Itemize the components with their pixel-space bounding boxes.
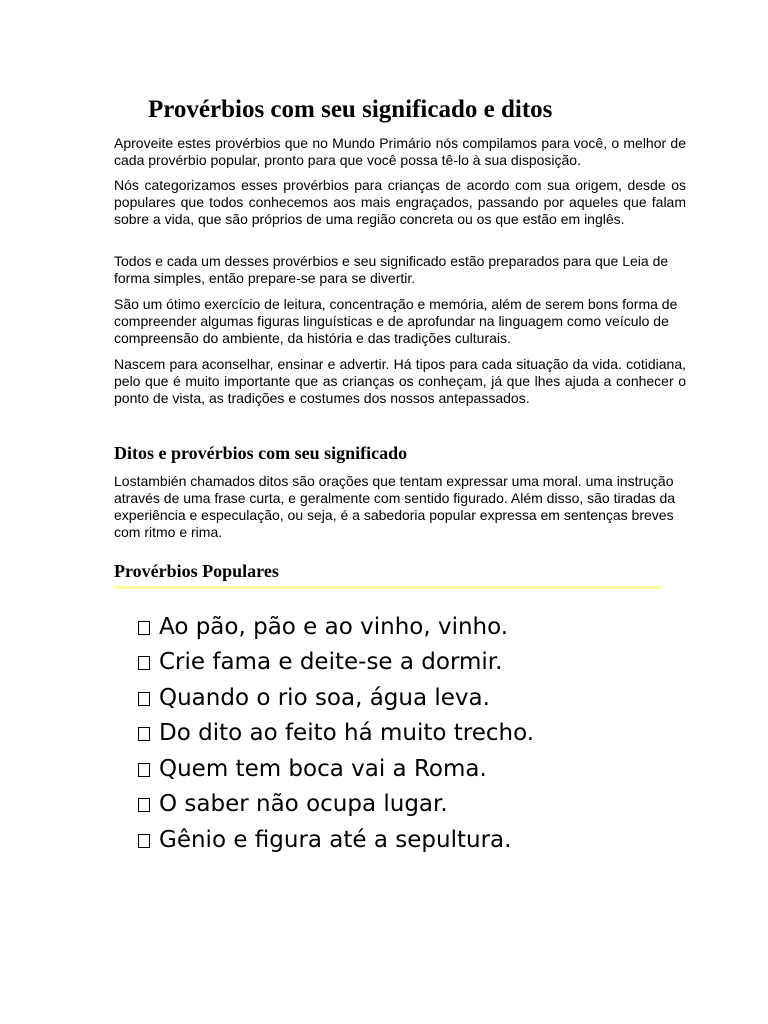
document-title: Provérbios com seu significado e ditos [148,96,553,123]
intro-paragraph-5: Nascem para aconselhar, ensinar e advertir. Há tipos para cada situação da vida. cotidiana, pelo que é muito importante que as crianças os conheçam, já que lhes ajuda a conhecer o ponto de vista, as tradições e costumes dos nossos antepassados. [114,356,686,406]
section-ditos-paragraph: Lostambién chamados ditos são orações que tentam expressar uma moral. uma instrução através de uma frase curta, e geralmente com sentido figurado. Além disso, são tiradas da experiência e especulação, ou seja, é a sabedoria popular expressa em sentenças breves com ritmo e rima. [114,473,676,540]
checkbox-bullet-icon [138,656,150,670]
section-ditos-heading: Ditos e provérbios com seu significado [114,443,408,463]
list-item [138,822,534,858]
proverb-text: Crie fama e deite-se a dormir. [159,649,503,676]
proverb-text: Ao pão, pão e ao vinho, vinho. [159,613,509,640]
list-item [138,645,534,681]
checkbox-bullet-icon [138,692,150,706]
list-item [138,680,534,716]
list-item [138,609,534,645]
proverb-text: Quando o rio soa, água leva. [159,684,490,711]
intro-paragraph-4: São um ótimo exercício de leitura, concentração e memória, além de serem bons forma de compreender algumas figuras linguísticas e de aprofundar na linguagem como veículo de compreensão do ambiente, da história e das tradições culturais. [114,296,678,346]
section-populares-heading: Provérbios Populares [114,561,279,581]
proverb-text: Gênio e figura até a sepultura. [159,826,512,853]
heading-underline [114,586,662,589]
proverb-text: O saber não ocupa lugar. [159,791,448,818]
checkbox-bullet-icon [138,763,150,777]
intro-paragraph-3: Todos e cada um desses provérbios e seu significado estão preparados para que Leia de forma simples, então prepare-se para se divertir. [114,253,669,286]
proverb-text: Quem tem boca vai a Roma. [159,755,487,782]
list-item [138,716,534,752]
proverb-list [138,609,534,858]
intro-paragraph-1: Aproveite estes provérbios que no Mundo Primário nós compilamos para você, o melhor de cada provérbio popular, pronto para que você possa tê-lo à sua disposição. [114,135,686,168]
intro-paragraph-2: Nós categorizamos esses provérbios para crianças de acordo com sua origem, desde os populares que todos conhecemos aos mais engraçados, passando por aqueles que falam sobre a vida, que são próprios de uma região concreta ou os que estão em inglês. [114,177,686,227]
proverb-text: Do dito ao feito há muito trecho. [159,720,535,747]
checkbox-bullet-icon [138,727,150,741]
checkbox-bullet-icon [138,834,150,848]
list-item [138,751,534,787]
checkbox-bullet-icon [138,621,150,635]
list-item [138,787,534,823]
checkbox-bullet-icon [138,798,150,812]
